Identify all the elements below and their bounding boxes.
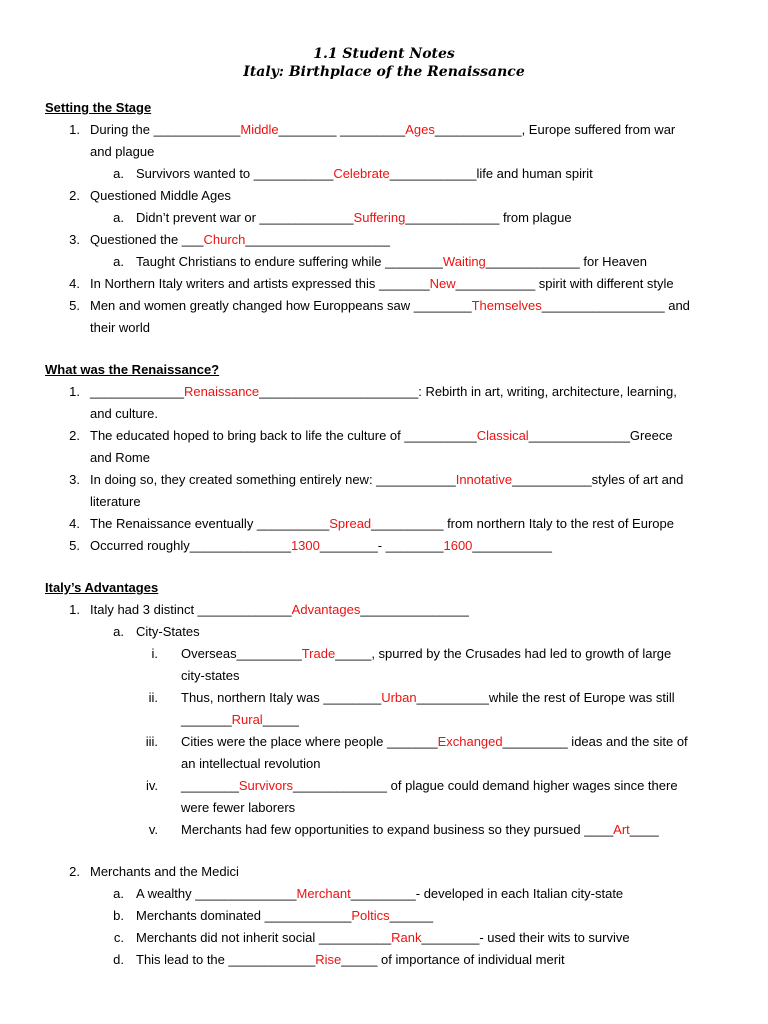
item-number: 5. bbox=[69, 298, 80, 313]
list-item: Thus, northern Italy was ________Urban__________while the rest of Europe was still bbox=[181, 690, 675, 705]
answer: Celebrate bbox=[333, 166, 390, 181]
item-roman: iii. bbox=[145, 734, 158, 749]
answer: Waiting bbox=[442, 254, 486, 269]
list-item-continuation: an intellectual revolution bbox=[181, 756, 321, 771]
list-item: Italy had 3 distinct _____________Advantages_______________ bbox=[90, 602, 469, 617]
answer: Trade bbox=[301, 646, 336, 661]
list-item: Questioned the ___Church____________________ bbox=[90, 232, 391, 247]
list-item-continuation: their world bbox=[90, 320, 150, 335]
list-item: In doing so, they created something entirely new: ___________Innotative___________styles of art and bbox=[90, 472, 684, 487]
answer: Survivors bbox=[238, 778, 294, 793]
list-item: Men and women greatly changed how Europpeans saw ________Themselves_________________ and bbox=[90, 298, 690, 313]
item-letter: a. bbox=[113, 624, 124, 639]
item-number: 2. bbox=[69, 428, 80, 443]
list-item: Questioned Middle Ages bbox=[90, 188, 231, 203]
list-item: During the ____________Middle________ _________Ages____________, Europe suffered from war bbox=[90, 122, 676, 137]
answer: Church bbox=[203, 232, 246, 247]
item-letter: b. bbox=[113, 908, 124, 923]
answer: Suffering bbox=[353, 210, 406, 225]
item-number: 3. bbox=[69, 232, 80, 247]
list-item-continuation: were fewer laborers bbox=[181, 800, 296, 815]
item-letter: a. bbox=[113, 210, 124, 225]
section-heading-italys-advantages: Italy’s Advantages bbox=[45, 580, 159, 595]
list-item: ________Survivors_____________ of plague could demand higher wages since there bbox=[181, 778, 678, 793]
item-roman: ii. bbox=[148, 690, 158, 705]
section-heading-setting-the-stage: Setting the Stage bbox=[45, 100, 152, 115]
answer: New bbox=[429, 276, 456, 291]
item-letter: a. bbox=[113, 886, 124, 901]
item-number: 2. bbox=[69, 864, 80, 879]
answer: 1300 bbox=[290, 538, 320, 553]
item-number: 3. bbox=[69, 472, 80, 487]
answer: Urban bbox=[381, 690, 417, 705]
list-item: Cities were the place where people _______Exchanged_________ ideas and the site of bbox=[181, 734, 688, 749]
list-item: Overseas_________Trade_____, spurred by the Crusades had led to growth of large bbox=[181, 646, 672, 661]
section-heading-what-was-the-renaissance: What was the Renaissance? bbox=[45, 362, 220, 377]
answer: Ages bbox=[405, 122, 435, 137]
item-roman: v. bbox=[148, 822, 158, 837]
item-letter: a. bbox=[113, 166, 124, 181]
list-item: The educated hoped to bring back to life the culture of __________Classical______________Greece bbox=[90, 428, 673, 443]
answer: Classical bbox=[476, 428, 529, 443]
list-item-continuation: _______Rural_____ bbox=[181, 712, 299, 727]
answer: Merchant bbox=[296, 886, 351, 901]
list-item: _____________Renaissance______________________: Rebirth in art, writing, architecture, learning, bbox=[90, 384, 677, 399]
answer: Middle bbox=[240, 122, 279, 137]
item-number: 2. bbox=[69, 188, 80, 203]
list-item: A wealthy ______________Merchant_________- developed in each Italian city-state bbox=[136, 886, 624, 901]
list-item: Survivors wanted to ___________Celebrate____________life and human spirit bbox=[136, 166, 593, 181]
page-title: 1.1 Student Notes bbox=[313, 46, 455, 62]
answer: Rank bbox=[391, 930, 422, 945]
item-number: 1. bbox=[69, 122, 80, 137]
list-item: Merchants dominated ____________Poltics______ bbox=[136, 908, 434, 923]
list-item: Occurred roughly______________1300________- ________1600___________ bbox=[90, 538, 552, 553]
list-item: City-States bbox=[136, 624, 200, 639]
answer: Poltics bbox=[351, 908, 390, 923]
item-roman: iv. bbox=[145, 778, 158, 793]
answer: Exchanged bbox=[437, 734, 503, 749]
list-item: This lead to the ____________Rise_____ of importance of individual merit bbox=[136, 952, 565, 967]
item-number: 1. bbox=[69, 602, 80, 617]
answer: Renaissance bbox=[184, 384, 260, 399]
answer: Rural bbox=[231, 712, 263, 727]
item-number: 4. bbox=[69, 276, 80, 291]
list-item: Merchants had few opportunities to expand business so they pursued ____Art____ bbox=[181, 822, 659, 837]
item-letter: c. bbox=[113, 930, 124, 945]
answer: Rise bbox=[315, 952, 342, 967]
list-item: Merchants did not inherit social __________Rank________- used their wits to survive bbox=[136, 930, 630, 945]
answer: Art bbox=[613, 822, 630, 837]
list-item-continuation: city-states bbox=[181, 668, 240, 683]
item-roman: i. bbox=[151, 646, 158, 661]
list-item-continuation: and culture. bbox=[90, 406, 158, 421]
answer: Themselves bbox=[471, 298, 542, 313]
item-number: 4. bbox=[69, 516, 80, 531]
list-item: Merchants and the Medici bbox=[90, 864, 239, 879]
list-item: The Renaissance eventually __________Spread__________ from northern Italy to the rest of Europe bbox=[90, 516, 674, 531]
item-letter: d. bbox=[113, 952, 124, 967]
list-item: Didn’t prevent war or _____________Suffering_____________ from plague bbox=[136, 210, 572, 225]
answer: Advantages bbox=[291, 602, 361, 617]
answer: Spread bbox=[329, 516, 372, 531]
list-item-continuation: and Rome bbox=[90, 450, 150, 465]
item-number: 5. bbox=[69, 538, 80, 553]
answer: 1600 bbox=[443, 538, 473, 553]
page-subtitle: Italy: Birthplace of the Renaissance bbox=[243, 64, 525, 80]
item-number: 1. bbox=[69, 384, 80, 399]
list-item: In Northern Italy writers and artists expressed this _______New___________ spirit with different style bbox=[90, 276, 674, 291]
item-letter: a. bbox=[113, 254, 124, 269]
list-item: Taught Christians to endure suffering while ________Waiting_____________ for Heaven bbox=[136, 254, 647, 269]
answer: Innotative bbox=[455, 472, 513, 487]
list-item-continuation: literature bbox=[90, 494, 141, 509]
list-item-continuation: and plague bbox=[90, 144, 155, 159]
